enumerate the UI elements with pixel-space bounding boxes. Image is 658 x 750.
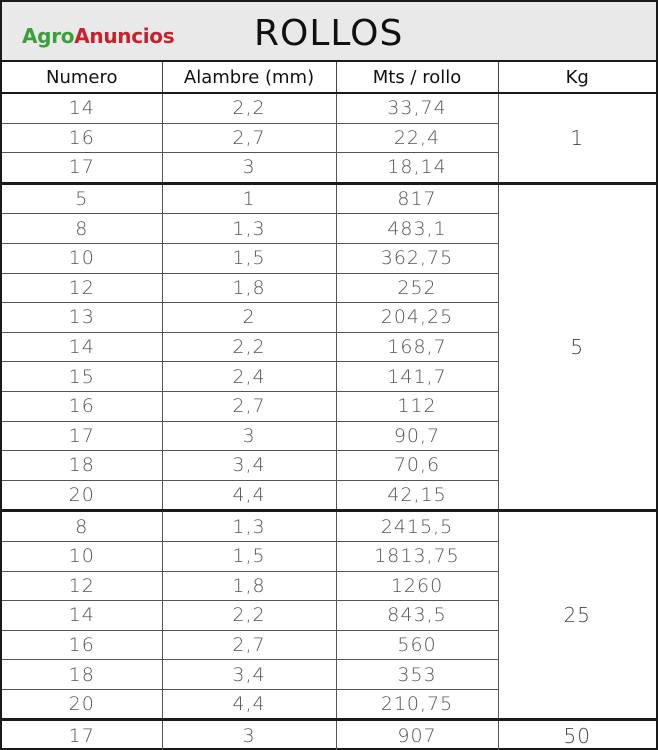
table-header-row <box>2 62 656 93</box>
cell-mts-rollo: 560 <box>336 630 498 660</box>
table-row <box>2 720 656 750</box>
cell-numero: 10 <box>2 541 162 571</box>
cell-mts-rollo: 843,5 <box>336 601 498 631</box>
cell-numero: 14 <box>2 332 162 362</box>
cell-alambre: 1,5 <box>162 541 336 571</box>
cell-alambre: 3 <box>162 153 336 184</box>
table-row <box>2 183 656 214</box>
cell-alambre: 1,3 <box>162 214 336 244</box>
table-row <box>2 93 656 123</box>
cell-numero: 20 <box>2 689 162 720</box>
cell-numero: 13 <box>2 303 162 333</box>
cell-alambre: 1,8 <box>162 571 336 601</box>
cell-mts-rollo: 141,7 <box>336 362 498 392</box>
cell-mts-rollo: 42,15 <box>336 480 498 511</box>
header-bar <box>2 2 656 62</box>
cell-numero: 18 <box>2 660 162 690</box>
cell-mts-rollo: 1260 <box>336 571 498 601</box>
cell-alambre: 3 <box>162 421 336 451</box>
cell-mts-rollo: 112 <box>336 391 498 421</box>
cell-mts-rollo: 210,75 <box>336 689 498 720</box>
logo-anuncios: Anuncios <box>74 24 175 48</box>
cell-kg: 1 <box>498 93 656 183</box>
column-header-kg: Kg <box>498 62 656 93</box>
cell-numero: 15 <box>2 362 162 392</box>
cell-mts-rollo: 1813,75 <box>336 541 498 571</box>
cell-alambre: 2,7 <box>162 123 336 153</box>
cell-alambre: 1 <box>162 183 336 214</box>
column-header-alambre: Alambre (mm) <box>162 62 336 93</box>
rollos-table <box>2 62 656 750</box>
cell-numero: 17 <box>2 421 162 451</box>
cell-numero: 14 <box>2 93 162 123</box>
agroanuncios-logo <box>22 22 174 50</box>
cell-numero: 17 <box>2 720 162 750</box>
cell-numero: 8 <box>2 214 162 244</box>
cell-mts-rollo: 252 <box>336 273 498 303</box>
cell-mts-rollo: 483,1 <box>336 214 498 244</box>
cell-mts-rollo: 90,7 <box>336 421 498 451</box>
cell-mts-rollo: 362,75 <box>336 243 498 273</box>
cell-numero: 12 <box>2 571 162 601</box>
cell-mts-rollo: 70,6 <box>336 451 498 481</box>
cell-alambre: 2,2 <box>162 93 336 123</box>
cell-alambre: 2,4 <box>162 362 336 392</box>
cell-numero: 10 <box>2 243 162 273</box>
cell-mts-rollo: 18,14 <box>336 153 498 184</box>
cell-alambre: 2,7 <box>162 630 336 660</box>
cell-alambre: 2,2 <box>162 601 336 631</box>
cell-kg: 5 <box>498 183 656 511</box>
cell-alambre: 1,8 <box>162 273 336 303</box>
cell-mts-rollo: 817 <box>336 183 498 214</box>
cell-numero: 18 <box>2 451 162 481</box>
column-header-mts-rollo: Mts / rollo <box>336 62 498 93</box>
cell-numero: 8 <box>2 511 162 542</box>
cell-alambre: 2 <box>162 303 336 333</box>
logo-agro: Agro <box>22 24 75 48</box>
cell-numero: 16 <box>2 123 162 153</box>
cell-alambre: 2,2 <box>162 332 336 362</box>
cell-numero: 14 <box>2 601 162 631</box>
cell-numero: 12 <box>2 273 162 303</box>
cell-alambre: 3,4 <box>162 660 336 690</box>
page-title: ROLLOS <box>254 13 404 54</box>
cell-alambre: 3,4 <box>162 451 336 481</box>
cell-mts-rollo: 907 <box>336 720 498 750</box>
cell-numero: 17 <box>2 153 162 184</box>
cell-numero: 16 <box>2 630 162 660</box>
cell-mts-rollo: 168,7 <box>336 332 498 362</box>
cell-alambre: 1,5 <box>162 243 336 273</box>
cell-kg: 50 <box>563 723 591 748</box>
cell-numero: 20 <box>2 480 162 511</box>
cell-alambre: 3 <box>162 720 336 750</box>
cell-alambre: 1,3 <box>162 511 336 542</box>
table-row <box>2 511 656 542</box>
cell-mts-rollo: 353 <box>336 660 498 690</box>
cell-mts-rollo: 22,4 <box>336 123 498 153</box>
cell-alambre: 2,7 <box>162 391 336 421</box>
cell-mts-rollo: 204,25 <box>336 303 498 333</box>
cell-numero: 5 <box>2 183 162 214</box>
cell-mts-rollo: 33,74 <box>336 93 498 123</box>
column-header-numero: Numero <box>2 62 162 93</box>
cell-mts-rollo: 2415,5 <box>336 511 498 542</box>
cell-numero: 16 <box>2 391 162 421</box>
table-body <box>2 93 656 750</box>
cell-alambre: 4,4 <box>162 480 336 511</box>
cell-alambre: 4,4 <box>162 689 336 720</box>
cell-kg: 25 <box>498 511 656 720</box>
